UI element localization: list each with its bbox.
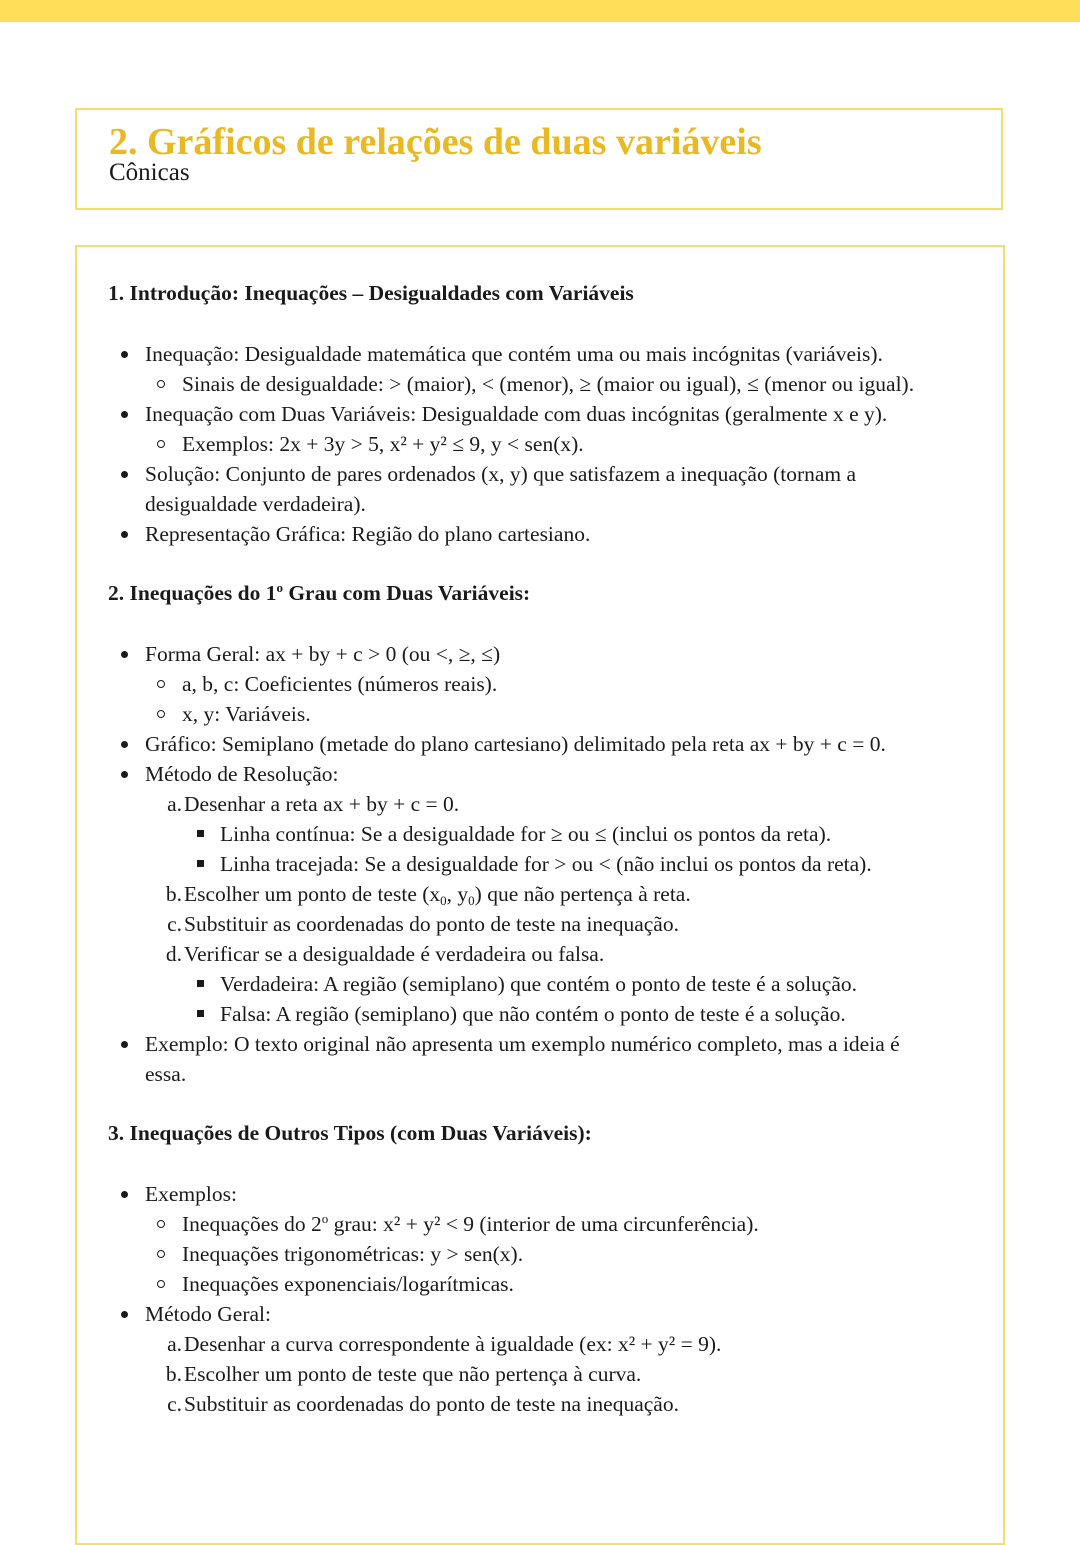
section-2-heading: 2. Inequações do 1$^o$ Grau com Duas Variáveis: — [108, 580, 531, 605]
bullet-disc-icon — [121, 651, 128, 658]
section-1-heading: 1. Introdução: Inequações – Desigualdades com Variáveis — [108, 281, 634, 305]
bullet-square-icon — [197, 1010, 204, 1017]
bullet-circle-icon — [157, 680, 165, 688]
ordered-marker: b. — [165, 1362, 182, 1386]
ordered-marker: d. — [165, 942, 182, 966]
list-item: a, b, c: Coeficientes (números reais). — [182, 672, 498, 696]
bullet-square-icon — [197, 980, 204, 987]
bullet-disc-icon — [121, 771, 128, 778]
list-item: Desenhar a reta ax + by + c = 0. — [184, 792, 460, 816]
list-item: Gráfico: Semiplano (metade do plano cartesiano) delimitado pela reta ax + by + c = 0. — [145, 732, 886, 756]
bullet-disc-icon — [121, 1191, 128, 1198]
bullet-square-icon — [197, 830, 204, 837]
bullet-circle-icon — [157, 1220, 165, 1228]
list-item: Escolher um ponto de teste que não pertença à curva. — [184, 1362, 642, 1386]
page-subtitle: Cônicas — [109, 159, 190, 186]
list-item: Sinais de desigualdade: > (maior), < (menor), ≥ (maior ou igual), ≤ (menor ou igual). — [182, 372, 915, 396]
list-item: Desenhar a curva correspondente à igualdade (ex: x² + y² = 9). — [184, 1332, 722, 1356]
list-item: Método de Resolução: — [145, 762, 339, 786]
list-item: Representação Gráfica: Região do plano cartesiano. — [145, 522, 591, 546]
list-item: Substituir as coordenadas do ponto de teste na inequação. — [184, 1392, 679, 1416]
bullet-disc-icon — [121, 411, 128, 418]
bullet-circle-icon — [157, 440, 165, 448]
list-item: Inequação com Duas Variáveis: Desigualdade com duas incógnitas (geralmente x e y). — [145, 402, 888, 426]
list-item: Falsa: A região (semiplano) que não contém o ponto de teste é a solução. — [220, 1002, 846, 1026]
list-item: Escolher um ponto de teste ($x_0$, $y_0$) que não pertença à reta. — [184, 882, 691, 908]
list-item: Verdadeira: A região (semiplano) que contém o ponto de teste é a solução. — [220, 972, 858, 996]
list-item: Inequação: Desigualdade matemática que contém uma ou mais incógnitas (variáveis). — [145, 342, 883, 366]
bullet-disc-icon — [121, 741, 128, 748]
bullet-square-icon — [197, 860, 204, 867]
list-item: Inequações trigonométricas: y > sen(x). — [182, 1242, 524, 1266]
list-item-continuation: desigualdade verdadeira). — [145, 492, 366, 516]
list-item: Exemplos: — [145, 1182, 237, 1206]
ordered-marker: a. — [167, 792, 182, 816]
ordered-marker: c. — [167, 912, 182, 936]
bullet-disc-icon — [121, 471, 128, 478]
bullet-disc-icon — [121, 531, 128, 538]
ordered-marker: c. — [167, 1392, 182, 1416]
list-item: Solução: Conjunto de pares ordenados (x, y) que satisfazem a inequação (tornam a — [145, 462, 857, 486]
list-item: Inequações exponenciais/logarítmicas. — [182, 1272, 514, 1296]
ordered-marker: b. — [165, 882, 182, 906]
list-item: Exemplo: O texto original não apresenta um exemplo numérico completo, mas a ideia é — [145, 1032, 900, 1056]
ordered-marker: a. — [167, 1332, 182, 1356]
list-item: Método Geral: — [145, 1302, 271, 1326]
title-box — [75, 108, 1003, 210]
bullet-circle-icon — [157, 1280, 165, 1288]
section-3-heading: 3. Inequações de Outros Tipos (com Duas Variáveis): — [108, 1121, 592, 1145]
list-item: Verificar se a desigualdade é verdadeira ou falsa. — [184, 942, 605, 966]
list-item: Exemplos: 2x + 3y > 5, x² + y² ≤ 9, y < sen(x). — [182, 432, 584, 456]
bullet-disc-icon — [121, 1041, 128, 1048]
list-item: Linha contínua: Se a desigualdade for ≥ ou ≤ (inclui os pontos da reta). — [220, 822, 832, 846]
bullet-circle-icon — [157, 1250, 165, 1258]
bullet-circle-icon — [157, 710, 165, 718]
list-item: Linha tracejada: Se a desigualdade for > ou < (não inclui os pontos da reta). — [220, 852, 872, 876]
bullet-disc-icon — [121, 351, 128, 358]
list-item: Substituir as coordenadas do ponto de teste na inequação. — [184, 912, 679, 936]
list-item-continuation: essa. — [145, 1062, 187, 1086]
bullet-disc-icon — [121, 1311, 128, 1318]
top-accent-bar — [0, 0, 1080, 22]
page-title: 2. Gráficos de relações de duas variáveis — [109, 121, 762, 163]
list-item: Inequações do 2$^o$ grau: x² + y² < 9 (interior de uma circunferência). — [182, 1211, 759, 1236]
list-item: Forma Geral: ax + by + c > 0 (ou <, ≥, ≤) — [145, 642, 501, 666]
bullet-circle-icon — [157, 380, 165, 388]
list-item: x, y: Variáveis. — [182, 702, 311, 726]
